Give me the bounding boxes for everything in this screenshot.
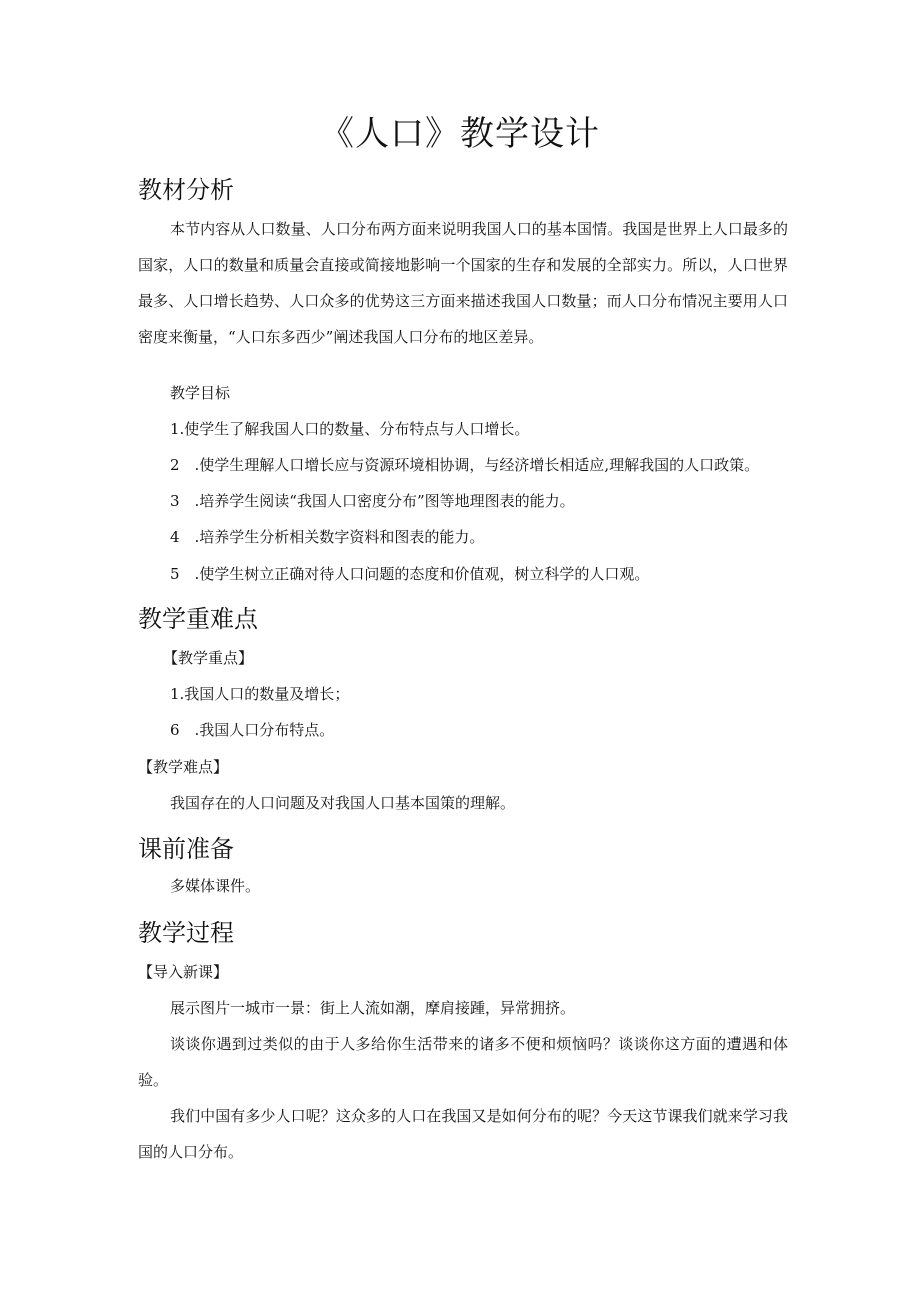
objective-item: 5 .使学生树立正确对待人口问题的态度和价值观，树立科学的人口观。 bbox=[170, 565, 650, 583]
objective-item: 2 .使学生理解人口增长应与资源环境相协调，与经济增长相适应,理解我国的人口政策。 bbox=[170, 456, 760, 474]
difficulty-text: 我国存在的人口问题及对我国人口基本国策的理解。 bbox=[170, 794, 516, 812]
process-paragraph: 我们中国有多少人口呢？这众多的人口在我国又是如何分布的呢？今天这节课我们就来学习我国的人口分布。 bbox=[138, 1107, 788, 1161]
preparation-text: 多媒体课件。 bbox=[170, 877, 261, 895]
difficulty-label: 【教学难点】 bbox=[138, 758, 229, 776]
objectives-label: 教学目标 bbox=[170, 384, 231, 402]
objective-item: 3 .培养学生阅读“我国人口密度分布”图等地理图表的能力。 bbox=[170, 492, 575, 510]
focus-label: 【教学重点】 bbox=[163, 649, 254, 667]
section-heading-analysis: 教材分析 bbox=[138, 176, 234, 204]
section-heading-keypoints: 教学重难点 bbox=[138, 605, 258, 633]
intro-label: 【导入新课】 bbox=[138, 963, 229, 981]
process-paragraph: 谈谈你遇到过类似的由于人多给你生活带来的诸多不便和烦恼吗？谈谈你这方面的遭遇和体验。 bbox=[138, 1035, 788, 1089]
document-title: 《人口》教学设计 bbox=[320, 114, 600, 154]
process-paragraph: 展示图片一城市一景：街上人流如潮，摩肩接踵，异常拥挤。 bbox=[170, 999, 576, 1017]
objective-item: 4 .培养学生分析相关数字资料和图表的能力。 bbox=[170, 528, 485, 546]
analysis-paragraph: 本节内容从人口数量、人口分布两方面来说明我国人口的基本国情。我国是世界上人口最多的国家，人口的数量和质量会直接或简接地影响一个国家的生存和发展的全部实力。所以，人口世界最多、人口增长趋势、人口众多的优势这三方面来描述我国人口数量；而人口分布情况主要用人口密度来衡量，“人口东多西少”阐述我国人口分布的地区差异。 bbox=[138, 220, 788, 346]
objective-item: 1.使学生了解我国人口的数量、分布特点与人口增长。 bbox=[170, 420, 530, 438]
focus-item: 1.我国人口的数量及增长； bbox=[170, 685, 350, 703]
section-heading-process: 教学过程 bbox=[138, 919, 234, 947]
focus-item: 6 .我国人口分布特点。 bbox=[170, 721, 335, 739]
section-heading-preparation: 课前准备 bbox=[138, 835, 234, 863]
